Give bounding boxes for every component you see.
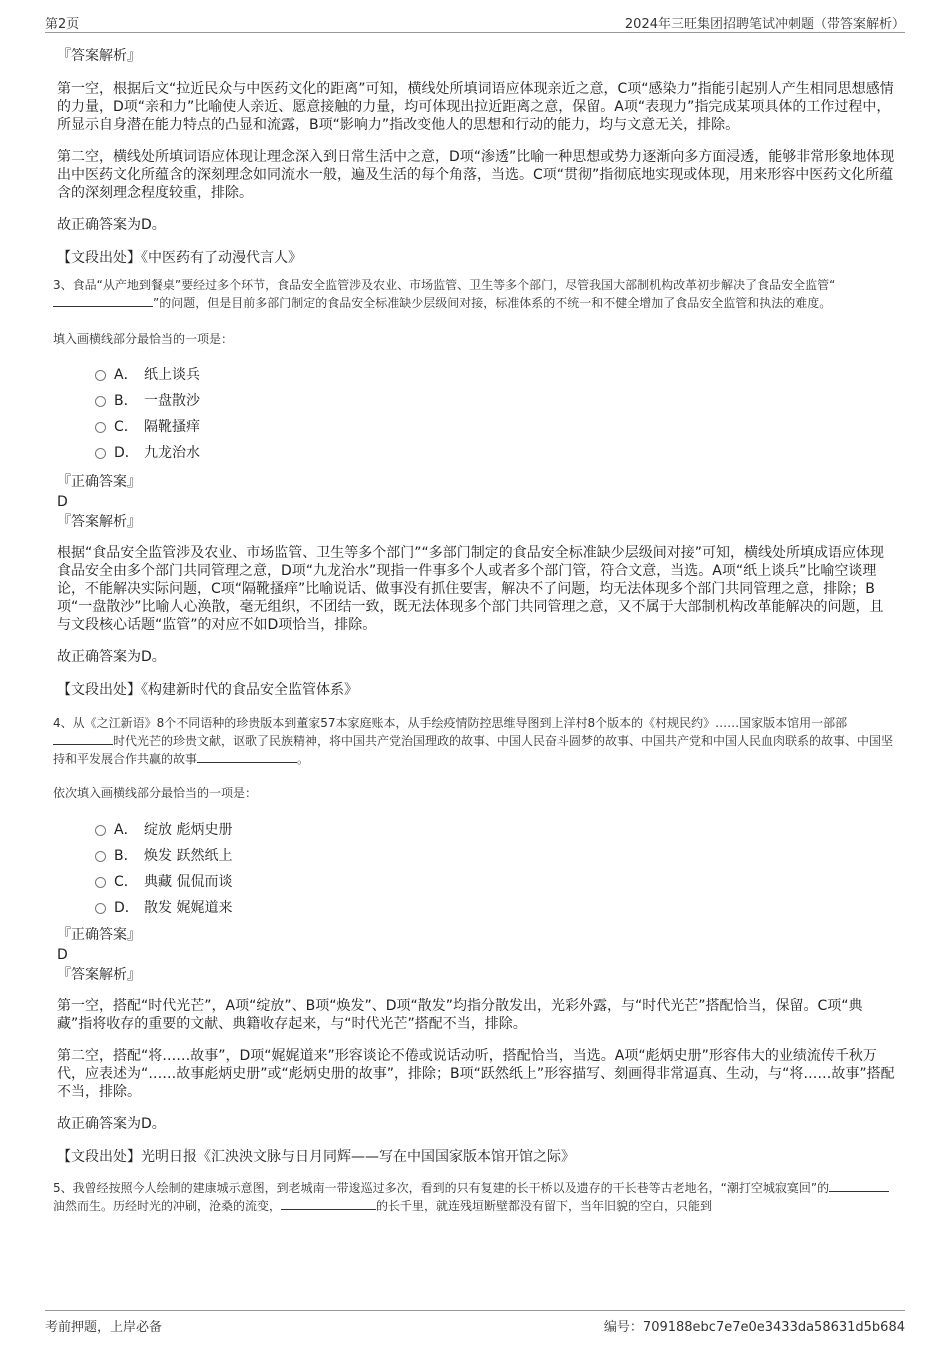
options-list [95,362,897,466]
option-b[interactable]: B． 焕发 跃然纸上 [95,843,897,869]
radio-icon[interactable] [95,370,106,381]
document-id: 编号：709188ebc7e7e0e3433da58631d5b684 [603,1320,905,1335]
radio-icon[interactable] [95,448,106,459]
source-citation: 【文段出处】《构建新时代的食品安全监管体系》 [57,682,358,698]
question-4-text: 4、从《之江新语》8个不同语种的珍贵版本到董家57本家庭账本，从手绘疫情防控思维导图到上洋村8个版本的《村规民约》……国家版本馆用一部部时代光芒的珍贵文献，讴歌了民族精神，将中国共产党治国理政的故事、中国人民奋斗圆梦的故事、中国共产党和中国人民血肉联系的故事、中国坚持和平发展合作共赢的故事 。 [53,716,894,766]
analysis-paragraph: 根据“食品安全监管涉及农业、市场监管、卫生等多个部门”“多部门制定的食品安全标准缺少层级间对接”可知，横线处所填成语应体现食品安全由多个部门共同管理之意，D项“九龙治水”现指一件事多个人或者多个部门管，符合文意，当选。A项“纸上谈兵”比喻空谈理论，不能解决实际问题，C项“隔靴搔痒”比喻说话、做事没有抓住要害，解决不了问题，均无法体现多个部门共同管理之意，排除；B项“一盘散沙”比喻人心涣散，毫无组织，不团结一致，既无法体现多个部门共同管理之意，又不属于大部制机构改革能解决的问题，且与文段核心话题“监管”的对应不如D项恰当，排除。 [57,545,885,633]
source-citation: 【文段出处】光明日报《汇泱泱文脉与日月同辉——写在中国国家版本馆开馆之际》 [57,1149,575,1165]
conclusion: 故正确答案为D。 [57,649,166,665]
correct-answer-label: 『正确答案』 [57,927,141,943]
footer-slogan: 考前押题，上岸必备 [45,1320,163,1335]
analysis-label: 『答案解析』 [57,48,141,64]
radio-icon[interactable] [95,422,106,433]
conclusion: 故正确答案为D。 [57,1116,166,1132]
option-d[interactable]: D． 九龙治水 [95,440,897,466]
options-list [95,817,897,921]
analysis-paragraph: 第二空，搭配“将……故事”，D项“娓娓道来”形容谈论不倦或说话动听，搭配恰当，当选。A项“彪炳史册”形容伟大的业绩流传千秋万代，应表述为“……故事彪炳史册”或“彪炳史册的故事”，排除；B项“跃然纸上”形容描写、刻画得非常逼真、生动，与“将……故事”搭配不当，排除。 [57,1048,895,1100]
analysis-paragraph: 第二空，横线处所填词语应体现让理念深入到日常生活中之意，D项“渗透”比喻一种思想或势力逐渐向多方面浸透，能够非常形象地体现出中医药文化所蕴含的深刻理念如同流水一般，遍及生活的每个角落，当选。C项“贯彻”指彻底地实现或体现，用来形容中医药文化所蕴含的深刻理念程度较重，排除。 [57,149,895,201]
analysis-paragraph: 第一空，搭配“时代光芒”，A项“绽放”、B项“焕发”、D项“散发”均指分散发出，光彩外露，与“时代光芒”搭配恰当，保留。C项“典藏”指将收存的重要的文献、典籍收存起来，与“时代光芒”搭配不当，排除。 [57,998,863,1032]
option-a[interactable]: A． 纸上谈兵 [95,362,897,388]
option-d[interactable]: D． 散发 娓娓道来 [95,895,897,921]
page-number: 第2页 [45,17,80,32]
radio-icon[interactable] [95,877,106,888]
source-citation: 【文段出处】《中医药有了动漫代言人》 [57,250,302,266]
question-3-text: 3、食品“从产地到餐桌”要经过多个环节，食品安全监管涉及农业、市场监管、卫生等多个部门，尽管我国大部制机构改革初步解决了食品安全监管“”的问题，但是目前多部门制定的食品安全标准缺少层级间对接，标准体系的不统一和不健全增加了食品安全监管和执法的难度。 [53,278,836,310]
conclusion: 故正确答案为D。 [57,217,166,233]
page-footer [45,1310,905,1335]
answer-blank [829,1179,889,1192]
correct-answer-label: 『正确答案』 [57,474,141,490]
option-a[interactable]: A． 绽放 彪炳史册 [95,817,897,843]
radio-icon[interactable] [95,851,106,862]
correct-answer: D [57,947,68,963]
question-prompt: 依次填入画横线部分最恰当的一项是： [53,786,258,800]
option-c[interactable]: C． 典藏 侃侃而谈 [95,869,897,895]
analysis-label: 『答案解析』 [57,514,141,530]
answer-blank [281,1197,376,1210]
radio-icon[interactable] [95,396,106,407]
question-prompt: 填入画横线部分最恰当的一项是： [53,332,234,346]
radio-icon[interactable] [95,825,106,836]
question-5-text: 5、我曾经按照今人绘制的建康城示意图，到老城南一带逡巡过多次，看到的只有复建的长干桥以及遗存的干长巷等古老地名，“潮打空城寂寞回”的油然而生。历经时光的冲刷，沧桑的流变， 的长千里，就连残垣断壁都没有留下，当年旧貌的空白，只能到 [53,1179,897,1215]
option-b[interactable]: B． 一盘散沙 [95,388,897,414]
radio-icon[interactable] [95,903,106,914]
correct-answer: D [57,494,68,510]
answer-blank [53,732,113,745]
analysis-paragraph: 第一空，根据后文“拉近民众与中医药文化的距离”可知，横线处所填词语应体现亲近之意，C项“感染力”指能引起别人产生相同思想感情的力量，D项“亲和力”比喻使人亲近、愿意接触的力量，均可体现出拉近距离之意，保留。A项“表现力”指完成某项具体的工作过程中，所显示自身潜在能力特点的凸显和流露，B项“影响力”指改变他人的思想和行动的能力，均与文意无关，排除。 [57,81,894,133]
answer-blank [197,750,297,763]
main-content [53,46,897,1215]
page-header [45,10,905,33]
analysis-label: 『答案解析』 [57,967,141,983]
document-title: 2024年三旺集团招聘笔试冲刺题（带答案解析） [624,17,905,32]
option-c[interactable]: C． 隔靴搔痒 [95,414,897,440]
answer-blank [53,294,153,307]
